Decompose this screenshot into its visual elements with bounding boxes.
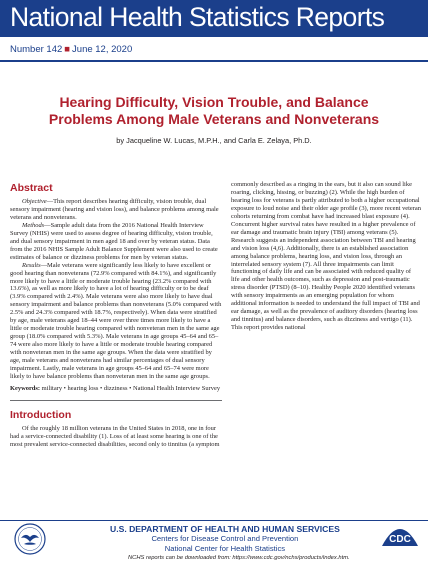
right-column <box>231 181 421 332</box>
objective-label: Objective <box>22 198 47 205</box>
abstract-heading: Abstract <box>10 182 53 194</box>
issue-number: Number 142 <box>10 44 63 55</box>
footer-rule <box>0 520 428 521</box>
methods-text: —Sample adult data from the 2016 National Health Interview Survey (NHIS) were used to assess degree of hearing difficulty, vision trouble, and dual sensory impairment in men aged 18 and over by veteran status. Data from the 2016 NHIS Sample Adult Balance Supplement were also used to create estimates of balance or dizziness problems for men by veteran status. <box>10 221 218 261</box>
cdc-logo-icon <box>380 520 420 550</box>
footer-nchs: National Center for Health Statistics <box>164 544 286 553</box>
keywords-label: Keywords: <box>10 384 41 392</box>
masthead-title: National Health Statistics Reports <box>10 2 385 32</box>
report-title-line1: Hearing Difficulty, Vision Trouble, and Balance <box>59 94 369 110</box>
results-text: —Male veterans were significantly less likely to have excellent or good hearing than nonveterans (72.9% compared with 84.1%), and significantly more likely to have a little or moderate trouble hearing (23.2% compared with 13.6%), as well as more likely to have a lot of hearing difficulty or to be deaf (3.9% compared with 2.4%). Male veterans were also more likely to have dual sensory impairment and balance problems than nonveterans (5.0% compared with 2.5% and 24.3% compared with 18.7%, respectively). When data were stratified by age, male veterans aged 18–44 were over three times more likely to have a little or moderate trouble hearing compared with nonveteran men in the same age group (18.0% compared with 5.3%). Male veterans in age groups 45–64 and 65–74 were also more likely to have a little or moderate trouble hearing compared with nonveteran men in the same age groups. When the data were stratified by age, male veterans and nonveterans had similar percentages of dual sensory impairment. Lastly, male veterans in age groups 45–64 and 65–74 were more likely to have balance problems than nonveteran men in the same age groups. <box>10 261 222 380</box>
right-column-text: commonly described as a ringing in the ears, but it also can sound like roaring, clicking, hissing, or buzzing) (2). While the high burden of hearing loss for veterans is partly attributed to both a higher occupational exposure to loud noise and their older age profile (3), more recent veteran cohorts returning from combat have had increased blast exposure (4). Concurrent higher survival rates have resulted in a higher prevalence of ear damage and traumatic brain injury (TBI) among veterans (5). Research suggests an independent association between TBI and hearing and vision loss (4,6). Additionally, there is an established association among balance problems, hearing loss, and vision loss, through an interrelated sensory system (7). All three impairments can limit functioning of daily life and can be associated with reduced quality of life and other health outcomes, such as depression and post-traumatic stress disorder (PTSD) (8–10). Healthy People 2020 identified veterans with sensory impairments as an emerging population for whom additional information is needed to understand the full impact of TBI and ear damage, as well as the prevalence of auditory disorders (hearing loss and tinnitus) and balance disorders, such as dizziness and vertigo (11). This report provides national <box>231 181 422 332</box>
issue-line <box>10 44 132 55</box>
footer-cdc: Centers for Disease Control and Prevention <box>151 534 299 543</box>
footer-download-url: NCHS reports can be downloaded from: https://www.cdc.gov/nchs/products/index.htm. <box>128 555 350 561</box>
hhs-seal-icon <box>14 523 46 555</box>
introduction-heading: Introduction <box>10 408 72 421</box>
keywords-line <box>10 385 222 393</box>
abstract-results <box>10 262 222 381</box>
left-column <box>10 182 222 449</box>
abstract-divider <box>10 400 222 401</box>
results-label: Results <box>22 261 41 269</box>
byline: by Jacqueline W. Lucas, M.P.H., and Carla E. Zelaya, Ph.D. <box>116 136 312 145</box>
keywords-text: military • hearing loss • dizziness • National Health Interview Survey <box>41 384 221 392</box>
methods-label: Methods <box>22 221 45 229</box>
footer-department: U.S. DEPARTMENT OF HEALTH AND HUMAN SERVICES <box>110 524 340 534</box>
report-title-line2: Problems Among Male Veterans and Nonveterans <box>48 111 380 127</box>
masthead-rule <box>0 60 428 62</box>
introduction-text: Of the roughly 18 million veterans in the United States in 2018, one in four had a service-connected disability (1). Loss of at least some hearing is one of the most prevalent service-connected disabilities, second only to tinnitus (a symptom <box>10 424 220 448</box>
abstract-methods <box>10 222 222 262</box>
issue-date: June 12, 2020 <box>72 44 133 55</box>
footer-organization <box>110 523 340 554</box>
issue-separator: ■ <box>64 44 71 55</box>
objective-text: —This report describes hearing difficulty, vision trouble, dual sensory impairment (hearing and vision loss), and balance problems among male veterans and nonveterans. <box>10 198 219 221</box>
abstract-objective <box>10 198 222 222</box>
report-title <box>30 94 398 128</box>
cdc-logo-text: CDC <box>389 534 411 545</box>
